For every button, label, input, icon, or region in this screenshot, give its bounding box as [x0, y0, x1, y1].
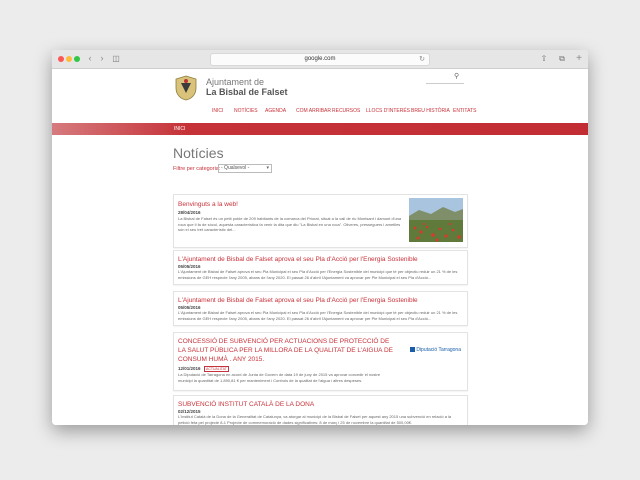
- close-window-button[interactable]: [58, 56, 64, 62]
- zoom-window-button[interactable]: [74, 56, 80, 62]
- coat-of-arms-icon: [174, 75, 198, 101]
- article-card[interactable]: [173, 291, 468, 326]
- site-name-line2: La Bisbal de Falset: [206, 87, 288, 97]
- nav-item-breu-historia[interactable]: BREU HISTÒRIA: [411, 108, 450, 114]
- article-date: 02/12/2015: [178, 409, 201, 414]
- chevron-left-icon[interactable]: ‹: [88, 53, 92, 63]
- site-name-line1: Ajuntament de: [206, 77, 265, 87]
- nav-item-recursos[interactable]: RECURSOS: [332, 108, 361, 114]
- article-body: L'Ajuntament de Bisbal de Falset aprova el seu Pla Municipal el seu Pla d'Acció per l'Energia Sostenible del municipi que té per objectiu reduir un 21 % de les emissions de GEH respecte l'any 2005, abans de l'any 2020. El passat 26 d'abril l'Ajuntament va aprovar per Ple Municipal el seu Pla d'Acció...: [178, 310, 458, 321]
- nav-item-llocs[interactable]: LLOCS D'INTERÉS: [366, 108, 411, 114]
- article-title[interactable]: CONCESSIÓ DE SUBVENCIÓ PER ACTUACIONS DE PROTECCIÓ DE LA SALUT PÚBLICA PER LA MILLORA DE LA QUALITAT DE L'AIGUA DE CONSUM HUMÀ . ANY 2015.: [178, 338, 393, 363]
- landscape-photo[interactable]: [409, 198, 463, 242]
- site-name[interactable]: [206, 77, 288, 97]
- search-icon[interactable]: ⚲: [454, 73, 460, 80]
- diputacio-logo[interactable]: [410, 347, 461, 353]
- reload-icon[interactable]: ↻: [419, 56, 425, 63]
- sidebar-icon[interactable]: ◫: [112, 54, 120, 63]
- article-date: 28/04/2016: [178, 210, 201, 215]
- url-text: google.com: [304, 56, 336, 62]
- address-bar[interactable]: [210, 53, 430, 66]
- article-title[interactable]: SUBVENCIÓ INSTITUT CATALÀ DE LA DONA: [178, 401, 315, 408]
- article-body: L'Ajuntament de Bisbal de Falset aprova el seu Pla Municipal el seu Pla d'Acció per l'Energia Sostenible del municipi que té per objectiu reduir un 21 % de les emissions de GEH respecte l'any 2005, abans de l'any 2020. El passat 26 d'abril l'Ajuntament va aprovar per Ple Municipal el seu Pla d'Acció...: [178, 269, 458, 280]
- diputacio-emblem-icon: [410, 347, 415, 352]
- filter-label: Filtre per categoria:: [173, 166, 221, 172]
- article-date: 05/05/2016: [178, 264, 201, 269]
- article-card[interactable]: [173, 250, 468, 285]
- article-body: La Bisbal de Falset és un petit poble de 209 habitants de la comarca del Priorat, situat a la vall de riu Montsant i damunt d'una roca que li fa de sòcol, aquesta característica fa venir la dita que diu "La Bisbal en una roca". Oliveres, presseguers i ametlles són el seu tret característic del...: [178, 216, 402, 232]
- minimize-window-button[interactable]: [66, 56, 72, 62]
- breadcrumb-home[interactable]: INICI: [174, 126, 186, 132]
- article-title[interactable]: Benvinguts a la web!: [178, 201, 238, 208]
- article-card[interactable]: [173, 395, 468, 425]
- share-icon[interactable]: ⇧: [540, 54, 548, 63]
- nav-item-entitats[interactable]: ENTITATS: [453, 108, 477, 114]
- diputacio-logo-text: Diputació Tarragona: [416, 347, 461, 353]
- article-body: La Diputació de Tarragona en acord de Junta de Govern de data 19 de juny de 2015 va aprovar concedir el nostre municipi la quantitat de 1.890,81 € per manteniment i Controls de la qualitat de l'aigua i altres despeses.: [178, 372, 381, 383]
- nav-item-com-arribar[interactable]: COM ARRIBAR: [296, 108, 332, 114]
- web-page: [52, 69, 588, 425]
- category-select[interactable]: [218, 164, 272, 173]
- page-title: Notícies: [173, 145, 224, 161]
- article-card[interactable]: [173, 194, 468, 248]
- breadcrumb: [52, 123, 588, 135]
- article-title[interactable]: L'Ajuntament de Bisbal de Falset aprova el seu Pla d'Acció per l'Energia Sostenible: [178, 297, 418, 304]
- chevron-right-icon[interactable]: ›: [100, 53, 104, 63]
- nav-item-inici[interactable]: INICI: [212, 108, 224, 114]
- browser-toolbar: [52, 50, 588, 69]
- chevron-down-icon: ▾: [266, 165, 269, 171]
- nav-item-noticies[interactable]: NOTÍCIES: [234, 108, 258, 114]
- new-tab-icon[interactable]: +: [576, 53, 582, 64]
- browser-window: [52, 50, 588, 425]
- article-date: 12/01/2016: [178, 366, 201, 371]
- nav-item-agenda[interactable]: AGENDA: [265, 108, 287, 114]
- article-card[interactable]: [173, 332, 468, 391]
- article-title[interactable]: L'Ajuntament de Bisbal de Falset aprova el seu Pla d'Acció per l'Energia Sostenible: [178, 256, 418, 263]
- category-badge[interactable]: ACTUALITAT: [206, 367, 227, 371]
- category-select-value: - Qualsevol -: [221, 165, 250, 171]
- article-date: 05/05/2016: [178, 305, 201, 310]
- article-body: L'Institut Català de la Dona de la Generalitat de Catalunya, va atorgar al municipi de la Bisbal de Falset per aquest any 2015 una subvenció en relació a la petició feta pel projecte 8-1 Projecte de commemoració de dades significatives: 8 de març i 25 de novembre la quantitat de 500,00€.: [178, 414, 452, 425]
- tabs-icon[interactable]: ⧉: [559, 54, 565, 63]
